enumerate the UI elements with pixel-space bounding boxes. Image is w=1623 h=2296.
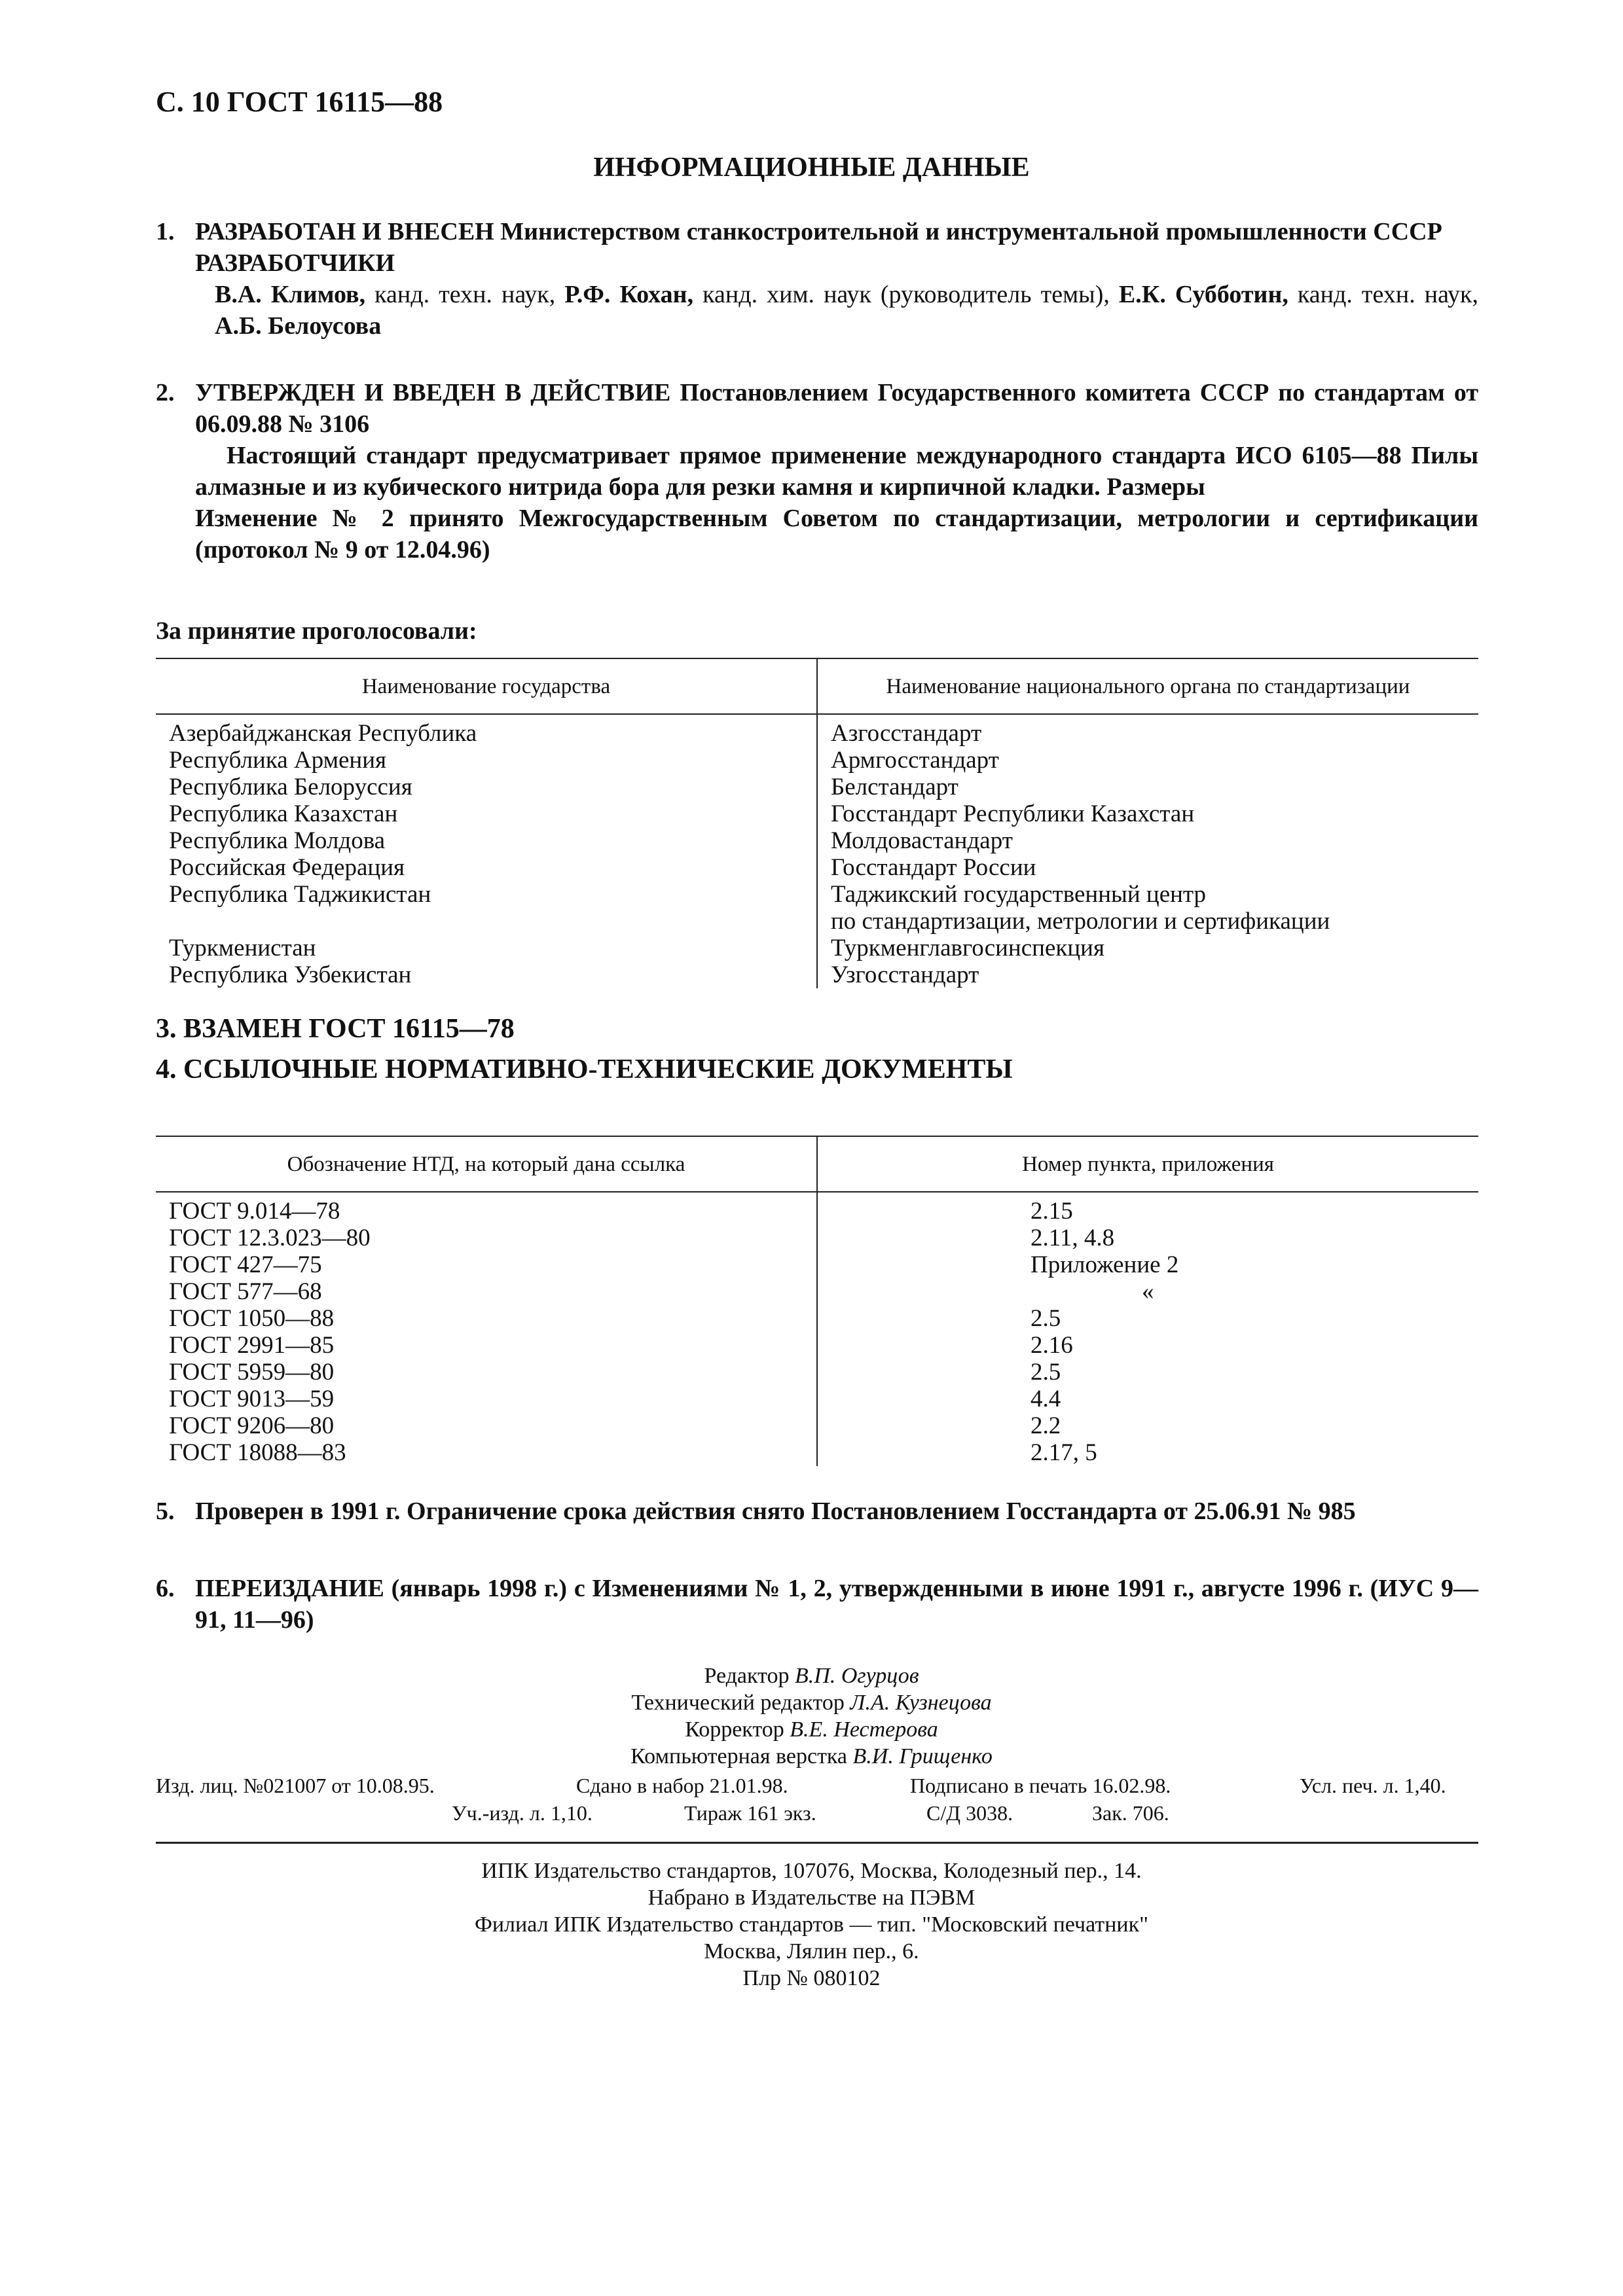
- table-cell: 2.16: [1030, 1332, 1073, 1359]
- column-header: Обозначение НТД, на который дана ссылка: [156, 1136, 817, 1192]
- developer-title: канд. техн. наук,: [1288, 281, 1478, 308]
- table-cell: Республика Узбекистан: [156, 961, 817, 988]
- table-row: [156, 827, 1478, 854]
- developers-label: РАЗРАБОТЧИКИ: [195, 249, 395, 277]
- table-header-row: [156, 1136, 1478, 1192]
- developer-name: Е.К. Субботин,: [1118, 281, 1288, 308]
- section-1: [156, 216, 1478, 342]
- table-cell: ГОСТ 1050—88: [156, 1305, 817, 1332]
- publisher-info: [0, 1857, 1623, 1992]
- imprint-pub-sheets: Уч.-изд. л. 1,10.: [452, 1801, 593, 1825]
- developer-title: канд. техн. наук,: [365, 281, 565, 308]
- table-cell: Российская Федерация: [156, 854, 817, 881]
- table-cell: Таджикский государственный центр: [831, 881, 1207, 908]
- table-cell: Молдовастандарт: [831, 827, 1013, 854]
- table-cell: Туркменистан: [156, 935, 817, 961]
- table-cell: ГОСТ 18088—83: [156, 1439, 817, 1466]
- table-row: [156, 1278, 1478, 1305]
- table-row: [156, 1332, 1478, 1359]
- section-number: 2.: [156, 379, 175, 406]
- table-cell: Республика Белоруссия: [156, 774, 817, 800]
- table-cell: 2.11, 4.8: [1030, 1225, 1115, 1251]
- table-cell: «: [1142, 1278, 1154, 1305]
- table-cell: Приложение 2: [1030, 1251, 1179, 1278]
- column-header: Наименование национального органа по стандартизации: [817, 658, 1478, 714]
- credit-layout: Компьютерная верстка В.И. Грищенко: [630, 1744, 993, 1768]
- table-cell: ГОСТ 427—75: [156, 1251, 817, 1278]
- divider: [156, 1842, 1478, 1844]
- section-2-body: Постановлением Государственного комитета СССР по стандартам от 06.09.88 № 3106: [195, 379, 1479, 438]
- table-cell: Госстандарт России: [831, 854, 1036, 881]
- publisher-line: Набрано в Издательстве на ПЭВМ: [647, 1886, 976, 1910]
- developer-title: канд. хим. наук (руководитель темы),: [693, 281, 1119, 308]
- page-title: ИНФОРМАЦИОННЫЕ ДАННЫЕ: [593, 152, 1030, 183]
- publisher-line: ИПК Издательство стандартов, 107076, Москва, Колодезный пер., 14.: [481, 1859, 1142, 1883]
- table-cell: Госстандарт Республики Казахстан: [831, 800, 1195, 827]
- publisher-line: Плр № 080102: [742, 1966, 881, 1990]
- table-cell: ГОСТ 12.3.023—80: [156, 1225, 817, 1251]
- section-4: 4. ССЫЛОЧНЫЕ НОРМАТИВНО-ТЕХНИЧЕСКИЕ ДОКУМЕНТЫ: [156, 1054, 1013, 1085]
- developer-name: Р.Ф. Кохан,: [564, 281, 694, 308]
- table-cell: Армгосстандарт: [831, 747, 999, 774]
- table-cell: 4.4: [1030, 1386, 1061, 1412]
- table-cell: ГОСТ 2991—85: [156, 1332, 817, 1359]
- section-2-text: [195, 377, 1478, 440]
- developer-name: В.А. Климов,: [215, 281, 366, 308]
- table-row: [156, 1192, 1478, 1225]
- table-cell: Республика Армения: [156, 747, 817, 774]
- imprint-sd: С/Д 3038.: [926, 1801, 1013, 1825]
- section-2: [156, 377, 1478, 565]
- table-row: [156, 800, 1478, 827]
- section-1-text: [195, 216, 1478, 247]
- table-row: [156, 747, 1478, 774]
- table-cell: ГОСТ 5959—80: [156, 1359, 817, 1386]
- table-cell: по стандартизации, метрологии и сертификации: [831, 908, 1330, 935]
- table-row: [156, 1386, 1478, 1412]
- section-1-body: Министерством станкостроительной и инструментальной промышленности СССР: [494, 218, 1442, 245]
- credit-corrector: Корректор В.Е. Нестерова: [685, 1717, 938, 1742]
- section-5: [156, 1496, 1478, 1527]
- developers-list: [215, 279, 1478, 342]
- credit-editor: Редактор В.П. Огурцов: [704, 1664, 919, 1688]
- page-header: С. 10 ГОСТ 16115—88: [156, 86, 443, 118]
- column-header: Номер пункта, приложения: [817, 1136, 1478, 1192]
- table-row: [156, 774, 1478, 800]
- table-cell: 2.2: [1030, 1412, 1061, 1439]
- section-2-lead: УТВЕРЖДЕН И ВВЕДЕН В ДЕЙСТВИЕ: [195, 379, 671, 406]
- credits: [0, 1662, 1623, 1770]
- table-cell: 2.5: [1030, 1359, 1061, 1386]
- table-cell: Азербайджанская Республика: [156, 714, 817, 747]
- section-6-text: ПЕРЕИЗДАНИЕ (январь 1998 г.) с Изменениями № 1, 2, утвержденными в июне 1991 г., августе 1996 г. (ИУС 9—91, 11—96): [195, 1575, 1478, 1634]
- table-row: [156, 935, 1478, 961]
- table-cell: Республика Таджикистан: [156, 881, 817, 908]
- column-header: Наименование государства: [156, 658, 817, 714]
- table-cell: ГОСТ 9.014—78: [156, 1192, 817, 1225]
- table-cell: 2.5: [1030, 1305, 1061, 1332]
- imprint-signed: Подписано в печать 16.02.98.: [910, 1774, 1171, 1797]
- section-5-text: Проверен в 1991 г. Ограничение срока действия снято Постановлением Госстандарта от 25.06.91 № 985: [195, 1498, 1356, 1525]
- table-row: [156, 1225, 1478, 1251]
- table-cell: Туркменглавгосинспекция: [831, 935, 1104, 961]
- table-row: [156, 1305, 1478, 1332]
- table-cell: Белстандарт: [831, 774, 958, 800]
- votes-table: [156, 658, 1478, 988]
- table-cell: Азгосстандарт: [831, 720, 982, 747]
- table-row: [156, 854, 1478, 881]
- imprint-license: Изд. лиц. №021007 от 10.08.95.: [156, 1774, 435, 1797]
- table-row: [156, 961, 1478, 988]
- developer-name: А.Б. Белоусова: [215, 312, 382, 340]
- table-row: [156, 1412, 1478, 1439]
- publisher-line: Москва, Лялин пер., 6.: [704, 1939, 919, 1964]
- table-cell: ГОСТ 9013—59: [156, 1386, 817, 1412]
- votes-title: За принятие проголосовали:: [156, 617, 477, 645]
- section-6: [156, 1573, 1478, 1636]
- section-1-lead: РАЗРАБОТАН И ВНЕСЕН: [195, 218, 494, 245]
- section-number: 1.: [156, 218, 175, 245]
- table-row: [156, 881, 1478, 908]
- table-cell: Республика Казахстан: [156, 800, 817, 827]
- table-cell: 2.15: [1030, 1198, 1073, 1225]
- table-cell: Республика Молдова: [156, 827, 817, 854]
- publisher-line: Филиал ИПК Издательство стандартов — тип. "Московский печатник": [475, 1912, 1148, 1937]
- table-row: [156, 1251, 1478, 1278]
- table-row: [156, 714, 1478, 747]
- table-cell: ГОСТ 9206—80: [156, 1412, 817, 1439]
- table-cell: 2.17, 5: [1030, 1439, 1097, 1466]
- imprint-sheets: Усл. печ. л. 1,40.: [1300, 1774, 1446, 1797]
- table-header-row: [156, 658, 1478, 714]
- table-cell: Узгосстандарт: [831, 961, 979, 988]
- section-number: 6.: [156, 1575, 175, 1602]
- references-table: [156, 1136, 1478, 1466]
- imprint-circulation: Тираж 161 экз.: [684, 1801, 816, 1825]
- imprint-sent: Сдано в набор 21.01.98.: [576, 1774, 788, 1797]
- section-3: 3. ВЗАМЕН ГОСТ 16115—78: [156, 1014, 515, 1044]
- table-row: [156, 1359, 1478, 1386]
- table-row: [156, 1439, 1478, 1466]
- table-cell: ГОСТ 577—68: [156, 1278, 817, 1305]
- section-number: 5.: [156, 1498, 175, 1525]
- section-2-amendment: Изменение № 2 принято Межгосударственным Советом по стандартизации, метрологии и сертификации (протокол № 9 от 12.04.96): [195, 505, 1478, 564]
- table-row: [156, 908, 1478, 935]
- imprint-order: Зак. 706.: [1092, 1801, 1169, 1825]
- credit-tech-editor: Технический редактор Л.А. Кузнецова: [631, 1691, 992, 1715]
- section-2-paragraph: Настоящий стандарт предусматривает прямое применение международного стандарта ИСО 6105—88 Пилы алмазные и из кубического нитрида бора для резки камня и кирпичной кладки. Размеры: [195, 442, 1478, 501]
- table-cell: [156, 908, 817, 935]
